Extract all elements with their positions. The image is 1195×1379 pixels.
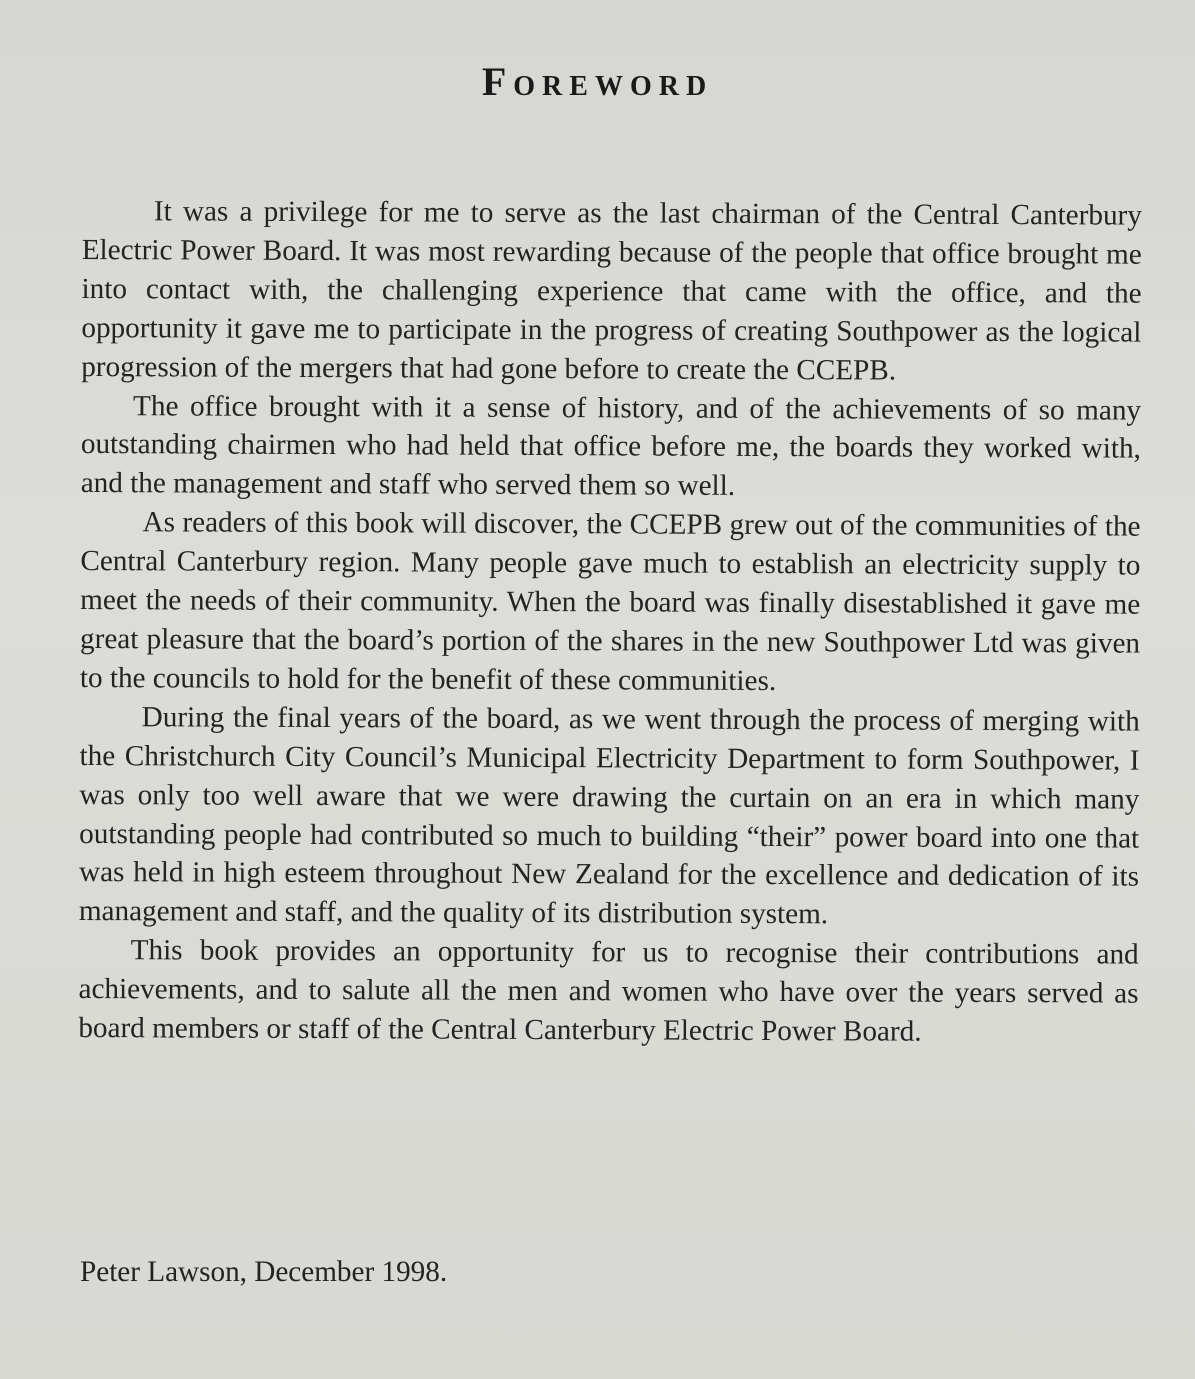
paragraph-2: The office brought with it a sense of history, and of the achievements of so many outstanding chairmen who had held that office before me, the boards they worked with, and the management and staff who served them so well.	[80, 389, 1142, 503]
paragraph-5: This book provides an opportunity for us to recognise their contributions and achievements, and to salute all the men and women who have over the years served as board members or staff of the Central Canterbury Electric Power Board.	[78, 934, 1139, 1048]
paragraph-1: It was a privilege for me to serve as the last chairman of the Central Canterbury Electric Power Board. It was most rewarding because of the people that office brought me into contact with, the challenging experience that came with the office, and the opportunity it gave me to participate in the progress of creating Southpower as the logical progression of the mergers that had gone before to create the CCEPB.	[81, 195, 1142, 387]
paragraph-4: During the final years of the board, as we went through the process of merging with the Christchurch City Council’s Municipal Electricity Department to form Southpower, I was only too well aware that we were drawing the curtain on an era in which many outstanding people had contributed so much to building “their” power board into one that was held in high esteem throughout New Zealand for the excellence and dedication of its management and staff, and the quality of its distribution system.	[78, 701, 1140, 931]
page-title: Foreword	[481, 59, 714, 104]
paragraph-3: As readers of this book will discover, the CCEPB grew out of the communities of the Central Canterbury region. Many people gave much to establish an electricity supply to meet the needs of their community. When the board was finally disestablished it gave me great pleasure that the board’s portion of the shares in the new Southpower Ltd was given to the councils to hold for the benefit of these communities.	[79, 506, 1141, 697]
foreword-body	[78, 192, 1142, 1053]
signature: Peter Lawson, December 1998.	[80, 1256, 448, 1288]
